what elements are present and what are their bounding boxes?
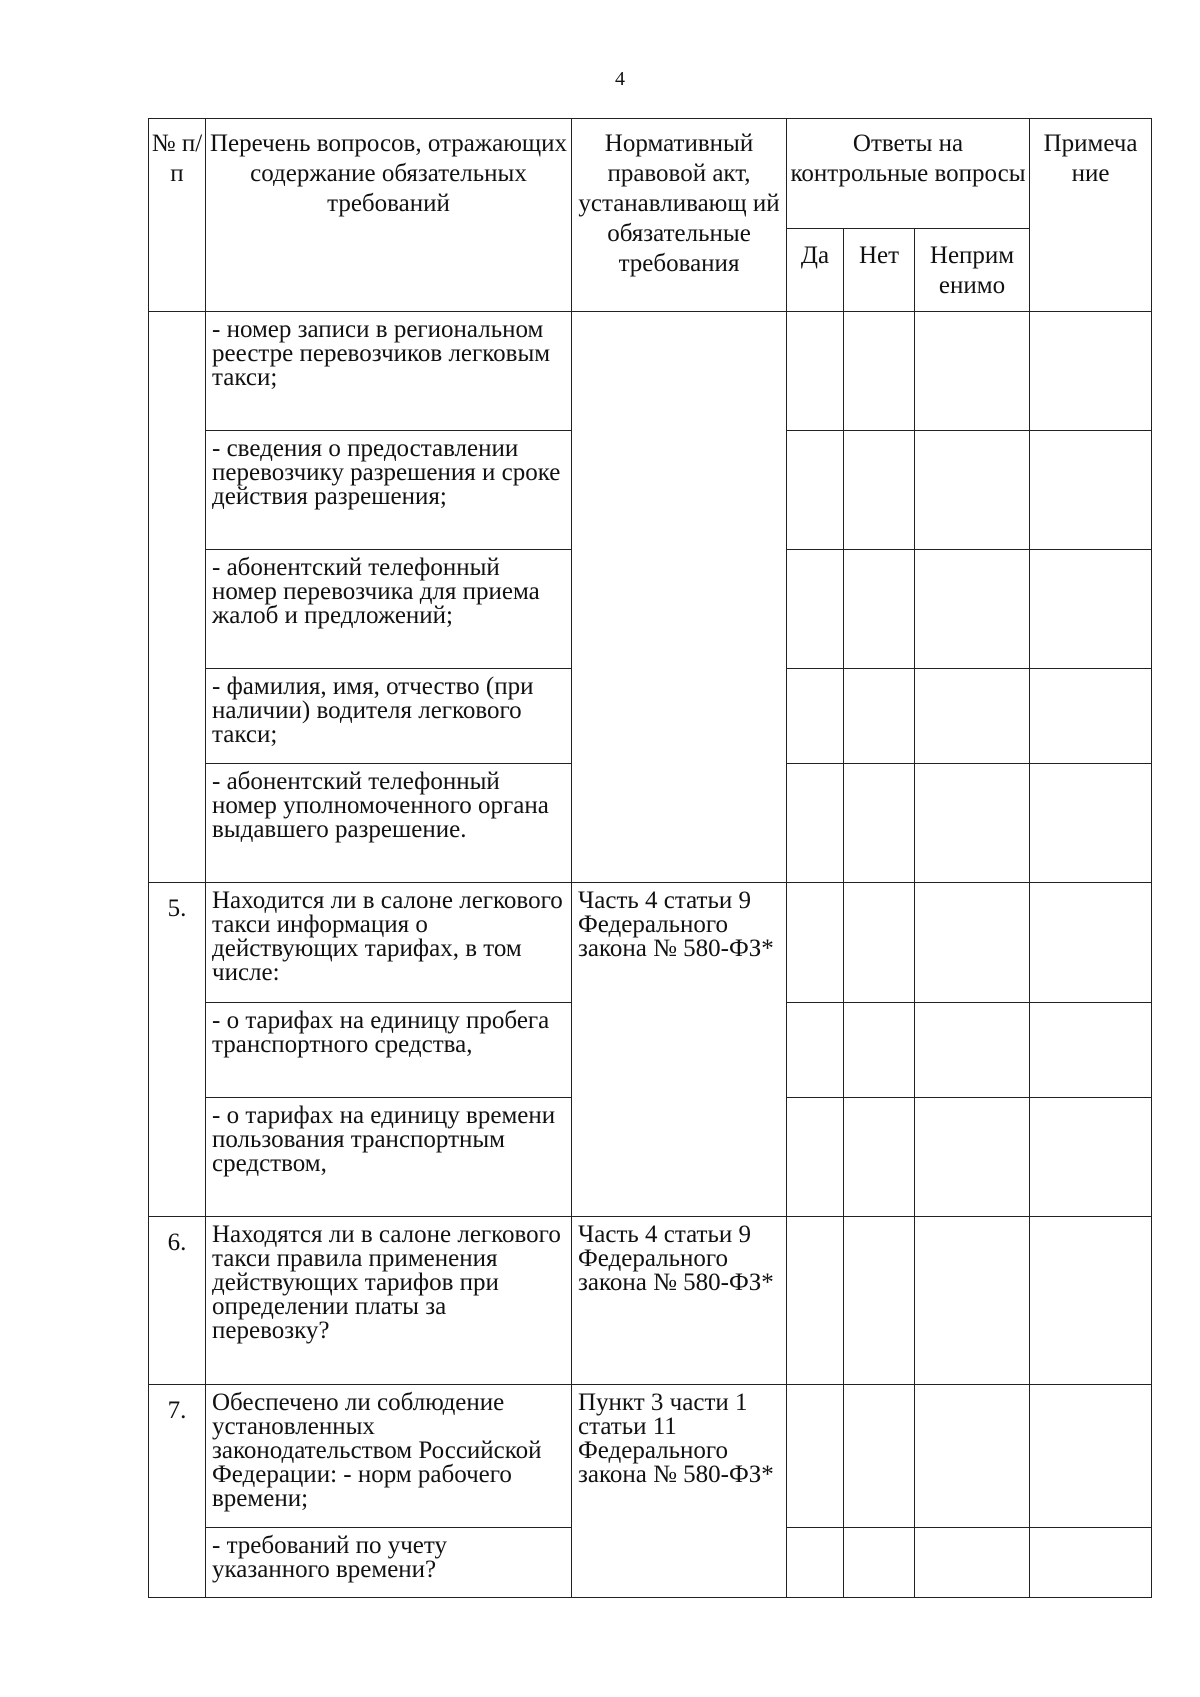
answer-yes-cell[interactable] bbox=[787, 1385, 844, 1528]
act-text: Часть 4 статьи 9 Федерального закона № 580-ФЗ* bbox=[572, 883, 787, 1217]
note-cell[interactable] bbox=[1030, 431, 1152, 550]
answer-yes-cell[interactable] bbox=[787, 1528, 844, 1598]
question-item: - требований по учету указанного времени? bbox=[206, 1528, 572, 1598]
answer-yes-cell[interactable] bbox=[787, 1217, 844, 1385]
answer-yes-cell[interactable] bbox=[787, 1098, 844, 1217]
answer-na-cell[interactable] bbox=[915, 312, 1030, 431]
answer-no-cell[interactable] bbox=[844, 550, 915, 669]
answer-na-cell[interactable] bbox=[915, 550, 1030, 669]
answer-no-cell[interactable] bbox=[844, 764, 915, 883]
question-text: Находятся ли в салоне легкового такси правила применения действующих тарифов при определении платы за перевозку? bbox=[206, 1217, 572, 1385]
answer-no-cell[interactable] bbox=[844, 1217, 915, 1385]
act-text: Пункт 3 части 1 статьи 11 Федерального закона № 580-ФЗ* bbox=[572, 1385, 787, 1598]
answer-na-cell[interactable] bbox=[915, 764, 1030, 883]
question-item: - абонентский телефонный номер уполномоченного органа выдавшего разрешение. bbox=[206, 764, 572, 883]
answer-na-cell[interactable] bbox=[915, 669, 1030, 764]
answer-no-cell[interactable] bbox=[844, 1528, 915, 1598]
header-num: № п/п bbox=[149, 119, 206, 312]
answer-yes-cell[interactable] bbox=[787, 1003, 844, 1098]
note-cell[interactable] bbox=[1030, 1217, 1152, 1385]
note-cell[interactable] bbox=[1030, 1528, 1152, 1598]
answer-na-cell[interactable] bbox=[915, 1098, 1030, 1217]
answer-no-cell[interactable] bbox=[844, 312, 915, 431]
note-cell[interactable] bbox=[1030, 883, 1152, 1003]
note-cell[interactable] bbox=[1030, 1098, 1152, 1217]
header-note: Примеча ние bbox=[1030, 119, 1152, 312]
question-item: - о тарифах на единицу времени пользования транспортным средством, bbox=[206, 1098, 572, 1217]
answer-no-cell[interactable] bbox=[844, 431, 915, 550]
answer-no-cell[interactable] bbox=[844, 1003, 915, 1098]
question-item: - о тарифах на единицу пробега транспортного средства, bbox=[206, 1003, 572, 1098]
header-yes: Да bbox=[787, 229, 844, 312]
checklist-table bbox=[148, 118, 1152, 1598]
answer-yes-cell[interactable] bbox=[787, 312, 844, 431]
row-number: 6. bbox=[149, 1217, 206, 1385]
header-no: Нет bbox=[844, 229, 915, 312]
answer-yes-cell[interactable] bbox=[787, 669, 844, 764]
answer-na-cell[interactable] bbox=[915, 431, 1030, 550]
note-cell[interactable] bbox=[1030, 550, 1152, 669]
question-item: - фамилия, имя, отчество (при наличии) водителя легкового такси; bbox=[206, 669, 572, 764]
answer-na-cell[interactable] bbox=[915, 1385, 1030, 1528]
answer-yes-cell[interactable] bbox=[787, 550, 844, 669]
answer-yes-cell[interactable] bbox=[787, 764, 844, 883]
note-cell[interactable] bbox=[1030, 312, 1152, 431]
answer-yes-cell[interactable] bbox=[787, 883, 844, 1003]
answer-na-cell[interactable] bbox=[915, 1217, 1030, 1385]
header-act: Нормативный правовой акт, устанавливающ ий обязательные требования bbox=[572, 119, 787, 312]
question-item: - сведения о предоставлении перевозчику разрешения и сроке действия разрешения; bbox=[206, 431, 572, 550]
header-answers: Ответы на контрольные вопросы bbox=[787, 119, 1030, 229]
question-text: Обеспечено ли соблюдение установленных законодательством Российской Федерации: - норм рабочего времени; bbox=[206, 1385, 572, 1528]
answer-na-cell[interactable] bbox=[915, 1528, 1030, 1598]
answer-no-cell[interactable] bbox=[844, 883, 915, 1003]
act-text: Часть 4 статьи 9 Федерального закона № 580-ФЗ* bbox=[572, 1217, 787, 1385]
note-cell[interactable] bbox=[1030, 669, 1152, 764]
row-number: 5. bbox=[149, 883, 206, 1217]
act-cell bbox=[572, 312, 787, 883]
question-item: - абонентский телефонный номер перевозчика для приема жалоб и предложений; bbox=[206, 550, 572, 669]
answer-na-cell[interactable] bbox=[915, 883, 1030, 1003]
page-number: 4 bbox=[615, 68, 625, 90]
answer-no-cell[interactable] bbox=[844, 1385, 915, 1528]
row-number-cell bbox=[149, 312, 206, 883]
answer-na-cell[interactable] bbox=[915, 1003, 1030, 1098]
header-na: Неприм енимо bbox=[915, 229, 1030, 312]
note-cell[interactable] bbox=[1030, 1385, 1152, 1528]
question-item: - номер записи в региональном реестре перевозчиков легковым такси; bbox=[206, 312, 572, 431]
note-cell[interactable] bbox=[1030, 764, 1152, 883]
answer-no-cell[interactable] bbox=[844, 669, 915, 764]
answer-no-cell[interactable] bbox=[844, 1098, 915, 1217]
question-text: Находится ли в салоне легкового такси информация о действующих тарифах, в том числе: bbox=[206, 883, 572, 1003]
row-number: 7. bbox=[149, 1385, 206, 1598]
header-questions: Перечень вопросов, отражающих содержание обязательных требований bbox=[206, 119, 572, 312]
note-cell[interactable] bbox=[1030, 1003, 1152, 1098]
answer-yes-cell[interactable] bbox=[787, 431, 844, 550]
